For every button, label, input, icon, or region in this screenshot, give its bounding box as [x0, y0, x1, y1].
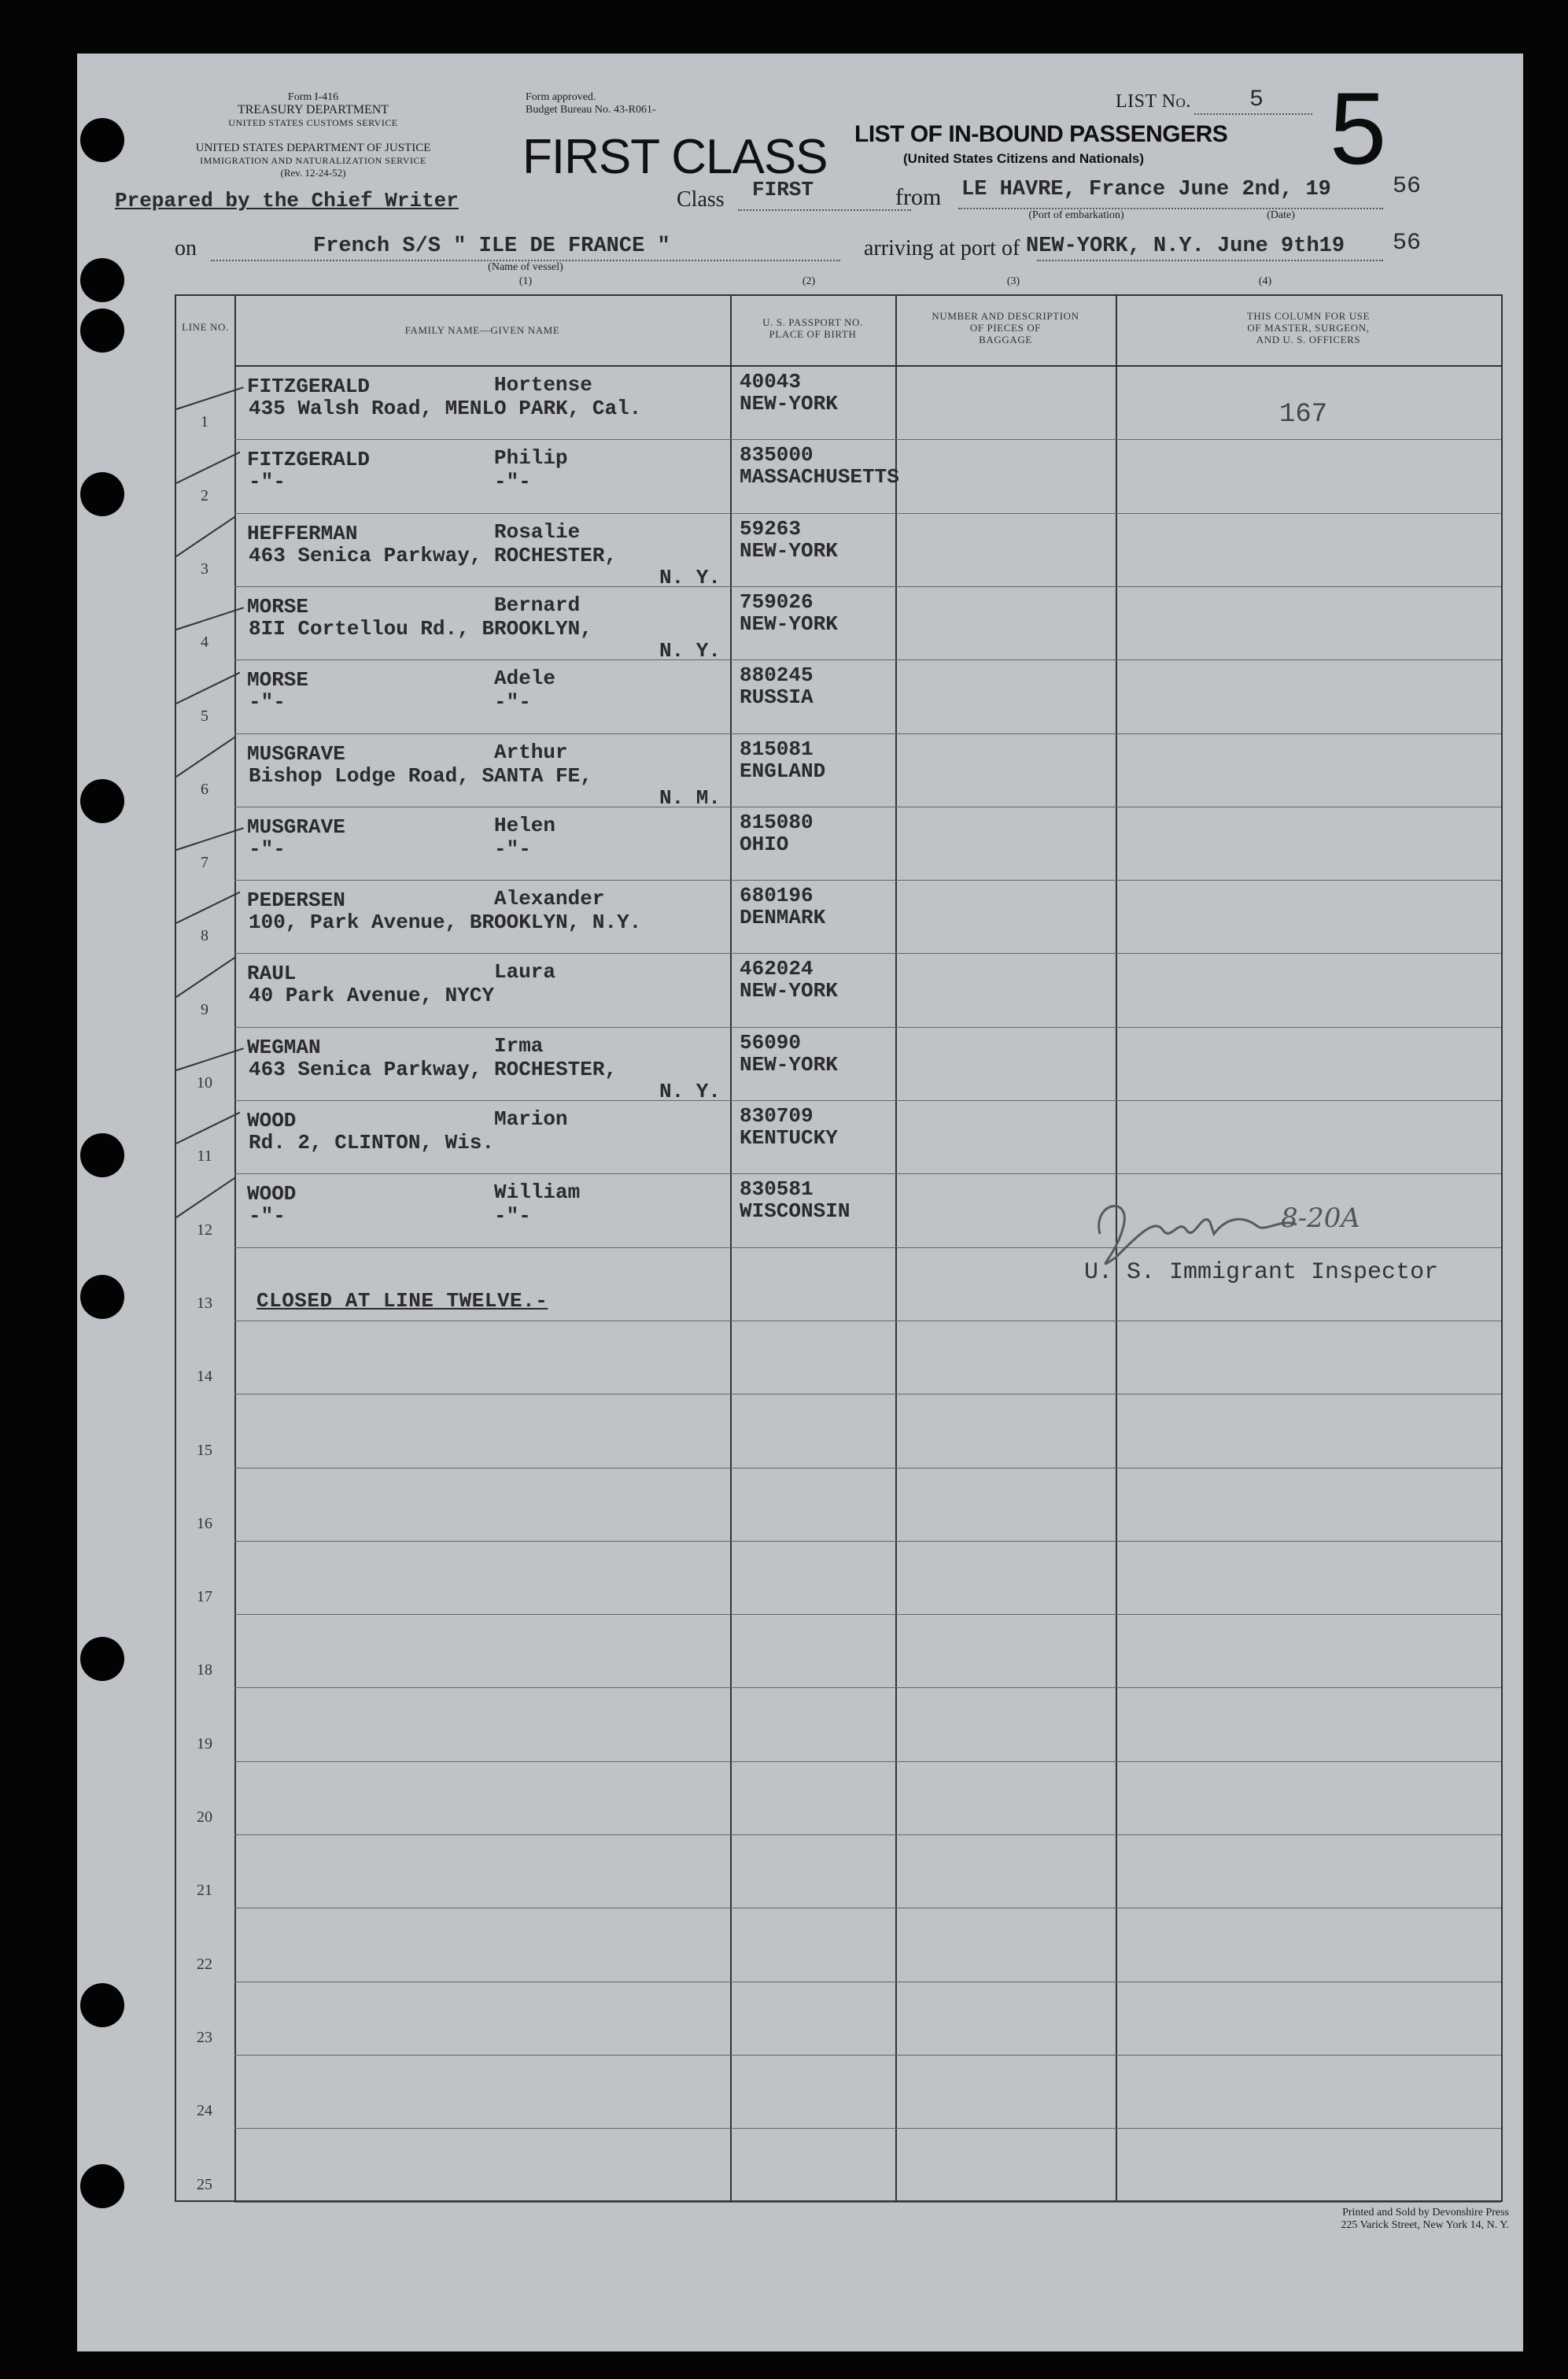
family-name: WOOD — [247, 1182, 297, 1206]
closed-note: CLOSED AT LINE TWELVE.- — [256, 1289, 548, 1313]
line-number: 3 — [201, 560, 208, 578]
family-name: MUSGRAVE — [247, 815, 345, 839]
row-line — [234, 2055, 1501, 2056]
address: Bishop Lodge Road, SANTA FE, — [249, 763, 592, 788]
binder-hole — [80, 1133, 124, 1177]
address: 8II Cortellou Rd., BROOKLYN, — [249, 616, 592, 641]
on-label: on — [175, 236, 197, 260]
family-name: MORSE — [247, 668, 309, 693]
customs-label: UNITED STATES CUSTOMS SERVICE — [228, 117, 398, 128]
inspector-initials: 8-20A — [1281, 1202, 1360, 1234]
passport-number: 462024 — [740, 957, 814, 981]
given-name: Helen — [494, 813, 556, 837]
list-title: LIST OF IN-BOUND PASSENGERS — [854, 121, 1228, 147]
budget-bureau: Budget Bureau No. 43-R061- — [526, 104, 656, 116]
line-number: 1 — [201, 413, 208, 431]
class-label: Class — [677, 187, 725, 212]
given-name: Adele — [494, 667, 556, 691]
list-no-label: LIST No. — [1116, 91, 1191, 112]
binder-hole — [80, 2164, 124, 2208]
line-number: 5 — [201, 707, 208, 725]
vessel-value: French S/S " ILE DE FRANCE " — [313, 235, 670, 258]
row-line — [234, 880, 1501, 881]
family-name: FITZGERALD — [247, 448, 371, 472]
family-name: MORSE — [247, 594, 309, 619]
address: -"- — [249, 837, 286, 861]
treasury-label: TREASURY DEPARTMENT — [237, 103, 389, 116]
place-of-birth: NEW-YORK — [740, 979, 838, 1003]
row-line — [234, 513, 1501, 514]
line-number: 7 — [201, 854, 208, 872]
first-class-title: FIRST CLASS — [522, 130, 828, 184]
arrival-value: NEW-YORK, N.Y. June 9th19 — [1026, 235, 1345, 258]
row-line — [234, 1687, 1501, 1688]
given-name-ditto: -"- — [494, 1204, 531, 1228]
family-name: HEFFERMAN — [247, 521, 358, 545]
form-sheet — [77, 54, 1523, 2351]
address: Rd. 2, CLINTON, Wis. — [249, 1131, 495, 1154]
given-name: Arthur — [494, 740, 568, 764]
family-name: FITZGERALD — [247, 375, 371, 398]
col-baggage: NUMBER AND DESCRIPTION OF PIECES OF BAGGAGE — [932, 310, 1079, 345]
family-name: WEGMAN — [247, 1035, 321, 1059]
check-mark — [176, 451, 241, 483]
row-line — [234, 2128, 1501, 2129]
place-of-birth: DENMARK — [740, 906, 826, 930]
check-mark — [175, 516, 235, 557]
line-number: 19 — [197, 1734, 212, 1753]
check-mark — [176, 607, 244, 630]
row-line — [234, 953, 1501, 954]
from-year: 56 — [1393, 173, 1422, 200]
passport-number: 835000 — [740, 443, 814, 467]
row-line — [234, 733, 1501, 734]
line-number: 2 — [201, 486, 208, 504]
place-of-birth: NEW-YORK — [740, 611, 838, 636]
line-number: 18 — [197, 1661, 212, 1679]
from-label: from — [895, 184, 942, 210]
family-name: RAUL — [247, 962, 297, 986]
row-line — [234, 1100, 1501, 1101]
line-number: 15 — [197, 1441, 212, 1459]
binder-hole — [80, 1275, 124, 1319]
caption-4: (4) — [1258, 275, 1272, 287]
date-caption: (Date) — [1267, 209, 1295, 221]
address-state: N. Y. — [659, 638, 721, 663]
check-mark — [176, 827, 244, 851]
caption-3: (3) — [1006, 275, 1020, 287]
check-mark — [176, 671, 241, 704]
family-name: MUSGRAVE — [247, 741, 345, 766]
line-number: 21 — [197, 1882, 212, 1900]
passport-number: 56090 — [740, 1030, 802, 1055]
big-list-number: 5 — [1330, 71, 1387, 186]
list-no-value: 5 — [1249, 87, 1264, 113]
check-mark — [176, 1112, 241, 1144]
given-name: Philip — [494, 446, 568, 471]
officer-number: 167 — [1279, 400, 1328, 430]
passport-number: 680196 — [740, 884, 814, 908]
list-subtitle: (United States Citizens and Nationals) — [903, 151, 1145, 166]
given-name-ditto: -"- — [494, 837, 531, 861]
line-number: 14 — [197, 1368, 212, 1386]
row-line — [234, 439, 1501, 440]
col-passport: U. S. PASSPORT NO. PLACE OF BIRTH — [762, 316, 863, 340]
form-number: Form I-416 — [287, 91, 339, 103]
given-name: Hortense — [494, 373, 592, 397]
given-name: Alexander — [494, 887, 605, 911]
place-of-birth: WISCONSIN — [740, 1199, 850, 1224]
row-line — [234, 659, 1501, 660]
given-name-ditto: -"- — [494, 470, 531, 494]
port-embark-caption: (Port of embarkation) — [1028, 209, 1124, 221]
given-name-ditto: -"- — [494, 690, 531, 715]
passport-number: 880245 — [740, 663, 814, 688]
vessel-caption: (Name of vessel) — [488, 261, 563, 273]
row-line — [234, 1834, 1501, 1835]
given-name: Rosalie — [494, 519, 581, 544]
col-line-no: LINE NO. — [182, 321, 229, 333]
line-number: 11 — [197, 1147, 212, 1165]
line-number: 8 — [201, 927, 208, 945]
row-line — [234, 1761, 1501, 1762]
address-state: N. Y. — [659, 565, 721, 589]
place-of-birth: NEW-YORK — [740, 392, 838, 416]
caption-2: (2) — [802, 275, 816, 287]
rev-label: (Rev. 12-24-52) — [280, 167, 346, 179]
family-name: PEDERSEN — [247, 888, 345, 913]
check-mark — [175, 1177, 235, 1217]
binder-hole — [80, 779, 124, 823]
passport-number: 830581 — [740, 1177, 814, 1202]
line-number: 22 — [197, 1955, 212, 1973]
line-number: 6 — [201, 780, 208, 798]
line-number: 12 — [197, 1221, 212, 1239]
form-approved: Form approved. — [526, 91, 596, 103]
line-number: 4 — [201, 634, 208, 652]
address: 463 Senica Parkway, ROCHESTER, — [249, 543, 618, 567]
address: -"- — [249, 470, 286, 494]
class-value: FIRST — [752, 178, 814, 201]
binder-hole — [80, 258, 124, 302]
given-name: Marion — [494, 1107, 568, 1131]
justice-label: UNITED STATES DEPARTMENT OF JUSTICE — [195, 142, 431, 154]
given-name: Laura — [494, 960, 556, 984]
ins-label: IMMIGRATION AND NATURALIZATION SERVICE — [200, 155, 426, 166]
line-number: 16 — [197, 1514, 212, 1532]
check-mark — [176, 387, 244, 411]
line-number: 20 — [197, 1808, 212, 1826]
check-mark — [175, 957, 235, 998]
address: 463 Senica Parkway, ROCHESTER, — [249, 1057, 618, 1081]
col-name: FAMILY NAME—GIVEN NAME — [404, 324, 560, 336]
given-name: Irma — [494, 1033, 544, 1058]
address: 100, Park Avenue, BROOKLYN, N.Y. — [249, 911, 642, 935]
address-state: N. Y. — [659, 1079, 721, 1103]
from-value: LE HAVRE, France June 2nd, 19 — [961, 178, 1331, 201]
passport-number: 815080 — [740, 810, 814, 834]
line-number: 24 — [197, 2102, 212, 2120]
place-of-birth: OHIO — [740, 832, 789, 856]
row-line — [234, 586, 1501, 587]
check-mark — [176, 892, 241, 924]
binder-hole — [80, 1983, 124, 2027]
address-state: N. M. — [659, 785, 721, 810]
inspector-title: U. S. Immigrant Inspector — [1084, 1259, 1439, 1286]
row-line — [234, 1173, 1501, 1174]
passport-number: 759026 — [740, 589, 814, 614]
row-line — [234, 1027, 1501, 1028]
passport-number: 59263 — [740, 516, 802, 541]
printer-note: Printed and Sold by Devonshire Press 225 Varick Street, New York 14, N. Y. — [1341, 2207, 1509, 2231]
place-of-birth: KENTUCKY — [740, 1126, 838, 1150]
arrival-year: 56 — [1393, 230, 1422, 257]
place-of-birth: NEW-YORK — [740, 1052, 838, 1077]
address: -"- — [249, 690, 286, 715]
line-number: 10 — [197, 1074, 212, 1092]
row-line — [234, 1614, 1501, 1615]
line-number: 25 — [197, 2175, 212, 2193]
passport-number: 815081 — [740, 737, 814, 761]
address: -"- — [249, 1204, 286, 1228]
line-number: 17 — [197, 1588, 212, 1606]
col-officers: THIS COLUMN FOR USE OF MASTER, SURGEON, AND U. S. OFFICERS — [1246, 310, 1371, 345]
check-mark — [176, 1047, 244, 1071]
line-number: 13 — [197, 1294, 212, 1312]
row-line — [234, 1541, 1501, 1542]
given-name: William — [494, 1180, 581, 1205]
passport-number: 830709 — [740, 1104, 814, 1128]
binder-hole — [80, 1637, 124, 1681]
family-name: WOOD — [247, 1109, 297, 1132]
row-line — [234, 1394, 1501, 1395]
line-number: 9 — [201, 1000, 208, 1018]
given-name: Bernard — [494, 593, 581, 617]
prepared-by: Prepared by the Chief Writer — [115, 189, 459, 212]
arriving-label: arriving at port of — [864, 236, 1020, 260]
line-number: 23 — [197, 2028, 212, 2046]
row-line — [234, 2202, 1501, 2203]
place-of-birth: MASSACHUSETTS — [740, 465, 899, 489]
check-mark — [175, 737, 235, 778]
passport-number: 40043 — [740, 370, 802, 393]
address: 435 Walsh Road, MENLO PARK, Cal. — [249, 397, 642, 420]
place-of-birth: NEW-YORK — [740, 538, 838, 563]
place-of-birth: RUSSIA — [740, 685, 814, 710]
address: 40 Park Avenue, NYCY — [249, 984, 495, 1008]
binder-hole — [80, 472, 124, 516]
caption-1: (1) — [518, 275, 533, 287]
place-of-birth: ENGLAND — [740, 759, 826, 783]
binder-hole — [80, 118, 124, 162]
binder-hole — [80, 308, 124, 353]
